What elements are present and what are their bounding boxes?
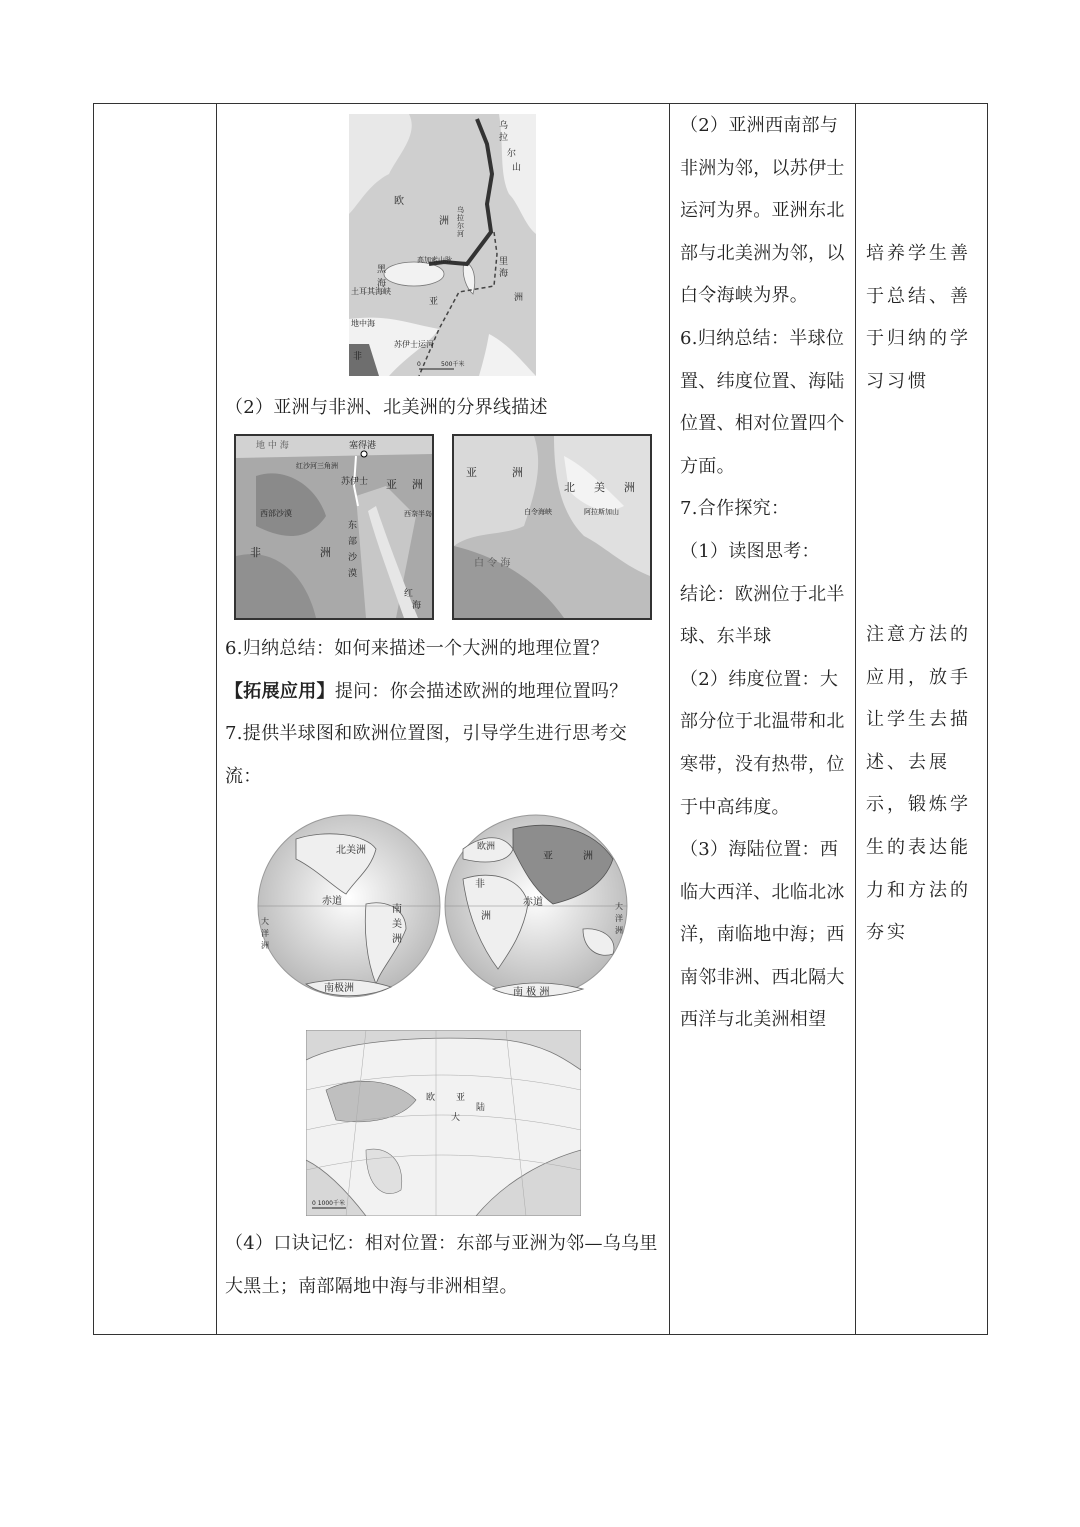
map-label: 洲 [320,546,331,559]
map-label: 洲 [512,466,523,479]
map-label: 海 [412,601,422,611]
answer-summary: 6.归纳总结：半球位置、纬度位置、海陆位置、相对位置四个方面。 [680,327,845,477]
map-label: 部 [348,537,358,547]
intent-method-application: 注意方法的应用，放手让学生去描述、去展示，锻炼学生的表达能力和方法的夯实 [866,624,971,944]
map-label: 尔 [457,222,464,230]
map-label: 赤道 [523,897,543,908]
map-label: 亚 [543,851,553,862]
map-label: 南极洲 [324,983,354,994]
column-divider [216,104,217,1334]
answer-read-map: （1）读图思考： [680,540,820,562]
map-label: 地 中 海 [256,441,289,451]
map-label: 亚 [456,1093,466,1103]
map-label: 赤道 [322,896,342,907]
map-label: 西部沙漠 [260,509,292,518]
map-label: 洲 [392,934,402,945]
map-label: 洲 [615,926,623,935]
map-label: 洋 [615,914,623,923]
map-label: 阿拉斯加山 [584,508,619,516]
column-divider [669,104,670,1334]
map-label: 红沙河三角洲 [296,462,338,470]
map-label: 南 极 洲 [513,987,550,998]
map-label: 洲 [439,216,449,227]
map-label: 拉 [457,214,464,222]
map-label: 白令海峡 [524,508,552,516]
summary-question: 6.归纳总结：如何来描述一个大洲的地理位置？ [225,638,609,659]
map-label: 欧 [426,1093,436,1103]
map-label: 非 [250,546,261,559]
extension-question [225,671,665,714]
map-label: 洲 [261,941,269,950]
intent-summary-habit: 培养学生善于总结、善于归纳的学习习惯 [866,243,971,392]
map-label: 0 [417,361,421,368]
map-label: 拉 [499,133,509,143]
answer-latitude: （2）纬度位置：大部分位于北温带和北寒带，没有热带，位于中高纬度。 [680,668,845,818]
answer-boundary: （2）亚洲西南部与非洲为邻，以苏伊士运河为界。亚洲东北部与北美洲为邻，以白令海峡为界。 [680,115,845,307]
map-label: 塞得港 [349,441,377,451]
map-label: 500千米 [441,361,465,368]
map-label: 沙 [348,553,358,563]
map-label: 海 [377,279,387,289]
europe-asia-boundary-map [349,114,536,376]
map-label: 山 [512,163,522,173]
answer-land-sea: （3）海陆位置：西临大西洋、北临北冰洋，南临地中海；西南邻非洲、西北隔大西洋与北美洲相望 [680,839,845,1031]
bering-strait-map [452,434,652,620]
map-label: 美 [594,481,605,494]
map-label: 东 [348,521,358,531]
mnemonic-text: （4）口诀记忆：相对位置：东部与亚洲为邻—乌乌里大黑土；南部隔地中海与非洲相望。 [225,1233,658,1297]
map-label: 尔 [507,149,517,159]
column-teacher-activity [218,104,669,1334]
map-label: 海 [499,269,509,279]
map-label: 洲 [412,478,423,491]
map-label: 洲 [481,911,491,922]
map-label: 洲 [514,293,524,303]
europe-location-map [306,1030,581,1216]
hemisphere-instruction: 7.提供半球图和欧洲位置图，引导学生进行思考交流： [225,723,628,787]
map-label: 非 [353,352,363,362]
map-label: 乌 [457,206,464,214]
map-label: 0 1000千米 [312,1200,345,1207]
map-label: 北 [564,481,575,494]
map-label: 西奈半岛 [404,510,432,518]
map-label: 亚 [386,478,397,491]
map-label: 白 令 海 [474,558,511,569]
column-design-intent [859,104,987,1334]
map-label: 黑 [377,265,387,275]
extension-tag: 【拓展应用】 [225,681,335,702]
column-divider [855,104,856,1334]
map-label: 苏伊士运河 [394,340,434,349]
map-label: 北美洲 [336,845,366,856]
map-label: 亚 [429,297,439,307]
lesson-table [93,103,988,1335]
map-label: 美 [392,919,402,930]
map-label: 乌 [499,121,509,131]
map-label: 漠 [348,569,358,579]
map-label: 地中海 [351,319,375,328]
western-hemisphere-globe [256,809,442,1003]
map-label: 大 [261,917,269,926]
map-label: 非 [475,879,485,890]
column-student-activity [673,104,855,1334]
map-label: 里 [499,257,509,267]
map-label: 苏伊士 [341,477,369,487]
map-label: 陆 [476,1103,486,1113]
caption-asia-boundaries: （2）亚洲与非洲、北美洲的分界线描述 [225,397,548,418]
map-label: 欧 [394,196,404,207]
extension-text: 提问：你会描述欧洲的地理位置吗？ [334,681,628,702]
map-label: 土耳其海峡 [351,287,391,296]
map-label: 南 [392,904,402,915]
map-label: 洲 [624,481,635,494]
map-label: 欧洲 [477,842,496,852]
column-empty [94,104,216,1334]
answer-conclusion: 结论：欧洲位于北半球、东半球 [680,583,845,648]
map-label: 亚 [466,466,477,479]
map-label: 大 [451,1113,461,1123]
map-label: 洋 [261,929,269,938]
eastern-hemisphere-globe [443,809,629,1003]
map-label: 洲 [583,851,593,862]
map-label: 大 [615,902,623,911]
answer-explore-title: 7.合作探究： [680,498,790,520]
suez-canal-map [234,434,434,620]
map-label: 高加索山脉 [417,256,452,264]
map-label: 红 [404,589,414,599]
map-label: 河 [457,230,464,238]
